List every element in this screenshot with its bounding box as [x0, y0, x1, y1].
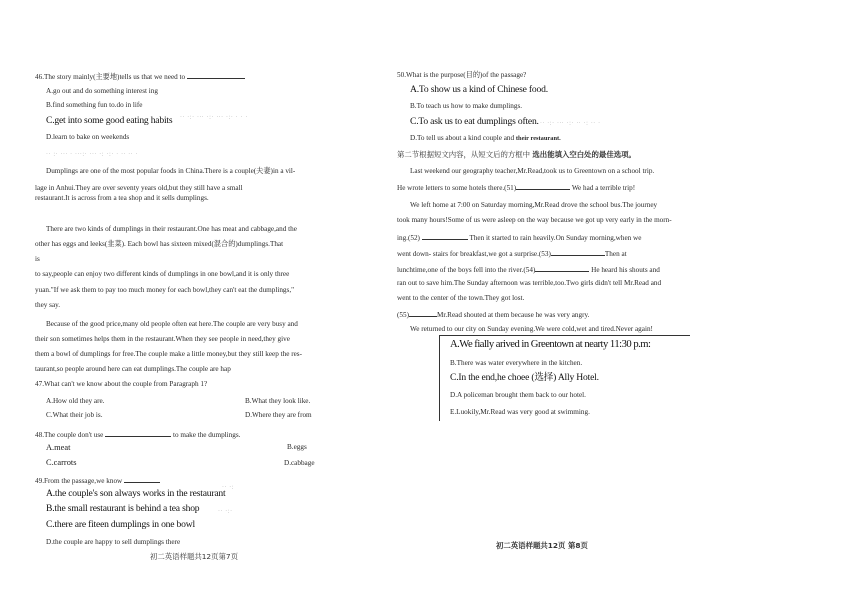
passage-line1: Last weekend our geography teacher,Mr.Read,took us to Greentown on a school trip. [410, 167, 655, 175]
q50-option-d: D.To tell us about a kind couple and their restaurant. [410, 134, 561, 142]
q49-blank [124, 475, 160, 483]
passage-p2-line4: to say,people can enjoy two different kinds of dumplings in one bowl,and it is only three [35, 270, 290, 278]
blank-51 [516, 182, 570, 190]
q46-stem: 46.The story mainly(主要地)tells us that we need to [35, 71, 245, 82]
passage-p3-line1: Because of the good price,many old people often eat here.The couple are very busy and [46, 320, 298, 328]
passage-p3-line4: taurant,so people around here can eat dumplings.The couple are hap [35, 365, 231, 373]
q50-stem: 50.What is the purpose(目的)of the passage? [397, 71, 527, 79]
passage-line5: ing.(52) Then it started to rain heavily.On Sunday morning,when we [397, 234, 642, 242]
q49-option-d: D.the couple are happy to sell dumplings there [46, 538, 181, 546]
faint-bleed-text: ·· :· ··· · ···:· ··· ·: ·:· · ·· ·· · [46, 151, 138, 158]
blank-55 [409, 309, 437, 317]
options-box-top-edge [440, 335, 690, 336]
passage-line2: He wrote letters to some hotels there.(51) We had a terrible trip! [397, 184, 636, 192]
option-box-b: B.There was water everywhere in the kitchen. [450, 359, 583, 367]
faint-bleed-text: ·· ·:· [218, 508, 233, 515]
q50-option-c: C.To ask us to eat dumplings often. [410, 116, 539, 127]
option-box-e: E.Luokily,Mr.Read was very good at swimming. [450, 408, 590, 416]
q50-option-b: B.To teach us how to make dumplings. [410, 102, 523, 110]
q49-option-a: A.the couple's son always works in the restaurant [46, 488, 226, 499]
q49-option-b: B.the small restaurant is behind a tea shop [46, 503, 200, 514]
q48-option-b: B.eggs [287, 443, 307, 451]
passage-line6: went down- stairs for breakfast,we got a surprise.(53) Then at [397, 250, 627, 258]
passage-line11: We returned to our city on Sunday evening.We were cold,wet and tired.Never again! [410, 325, 653, 333]
q48-option-a: A.meat [46, 443, 71, 452]
q46-option-a: A.go out and do something interest ing [46, 87, 158, 95]
q47-option-b: B.What they look like. [245, 397, 311, 405]
faint-bleed-text: ·· ·:· ··· ·:· ··· ·:· · · · [180, 114, 248, 121]
q46-blank [187, 71, 245, 79]
q47-stem: 47.What can't we know about the couple from Paragraph 1? [35, 380, 208, 388]
passage-p2-line5: yuan."If we ask them to pay too much money for each bowl,they can't eat the dumplings," [35, 286, 295, 294]
passage-p2-line3: is [35, 255, 40, 263]
q48-option-d: D.cabbage [284, 459, 315, 467]
passage-p1-line1: Dumplings are one of the most popular foods in China.There is a couple(夫妻)in a vil- [46, 167, 296, 175]
passage-p3-line3: them a bowl of dumplings for free.The couple make a little money,but they still keep the res- [35, 350, 302, 358]
faint-bleed-text: ·· ·: [222, 484, 235, 491]
q46-option-d: D.learn to bake on weekends [46, 133, 130, 141]
faint-bleed-text: ·· ·:· ··· ·:· ·· ·: ·· · [540, 120, 601, 127]
passage-line10: (55) Mr.Read shouted at them because he was very angry. [397, 311, 590, 319]
q48-blank [105, 429, 171, 437]
passage-line9: went to the center of the town.They got lost. [397, 294, 525, 302]
q46-option-c: C.get into some good eating habits [46, 115, 173, 126]
passage-p3-line2: their son sometimes helps them in the restaurant.When they see people in need,they give [35, 335, 290, 343]
passage-line8: ran out to save him.The Sunday afternoon was terrible,too.Two girls didn't tell Mr.Read and [397, 279, 662, 287]
q50-option-a: A.To show us a kind of Chinese food. [410, 84, 548, 95]
passage-p1-line2: lage in Anhui.They are over seventy years old,but they still have a small [35, 184, 243, 192]
q48-option-c: C.carrots [46, 458, 77, 467]
q48-stem: 48.The couple don't use to make the dumplings. [35, 431, 241, 439]
passage-line3: We left home at 7:00 on Saturday morning,Mr.Read drove the school bus.The journey [410, 201, 658, 209]
option-box-d: D.A policeman brought them back to our hotel. [450, 391, 586, 399]
blank-54 [535, 264, 589, 272]
passage-p1-line3: restaurant.It is across from a tea shop and it sells dumplings. [35, 194, 209, 202]
passage-p2-line6: they say. [35, 301, 61, 309]
blank-52 [422, 232, 468, 240]
option-box-a: A.We fially arived in Greentown at nearty 11:30 p.m: [450, 339, 651, 350]
q49-option-c: C.there are fiteen dumplings in one bowl [46, 519, 195, 530]
left-page-footer: 初二英语样题共12页第7页 [150, 552, 239, 561]
q49-stem: 49.From the passage,we know [35, 475, 160, 486]
blank-53 [551, 248, 605, 256]
passage-line7: lunchtime,one of the boys fell into the river.(54) He heard his shouts and [397, 266, 660, 274]
section-two-header: 第二节根据短文内容，从短文后的方框中 选出能填入空白处的最佳选项。 [397, 150, 636, 159]
passage-p2-line2: other has eggs and leeks(韭菜). Each bowl has sixteen mixed(混合的)dumplings.That [35, 240, 284, 248]
q47-option-d: D.Where they are from [245, 411, 312, 419]
right-page-footer: 初二英语样题共12页 第8页 [496, 541, 588, 550]
option-box-c: C.In the end,he choee (选择) Ally Hotel. [450, 372, 599, 383]
passage-line4: took many hours!Some of us were asleep on the way because we got up very early in the morn- [397, 216, 672, 224]
passage-p2-line1: There are two kinds of dumplings in their restaurant.One has meat and cabbage,and the [46, 225, 297, 233]
q47-option-c: C.What their job is. [46, 411, 103, 419]
options-box-left-edge [439, 335, 440, 421]
q46-option-b: B.find something fun to.do in life [46, 101, 143, 109]
q47-option-a: A.How old they are. [46, 397, 105, 405]
